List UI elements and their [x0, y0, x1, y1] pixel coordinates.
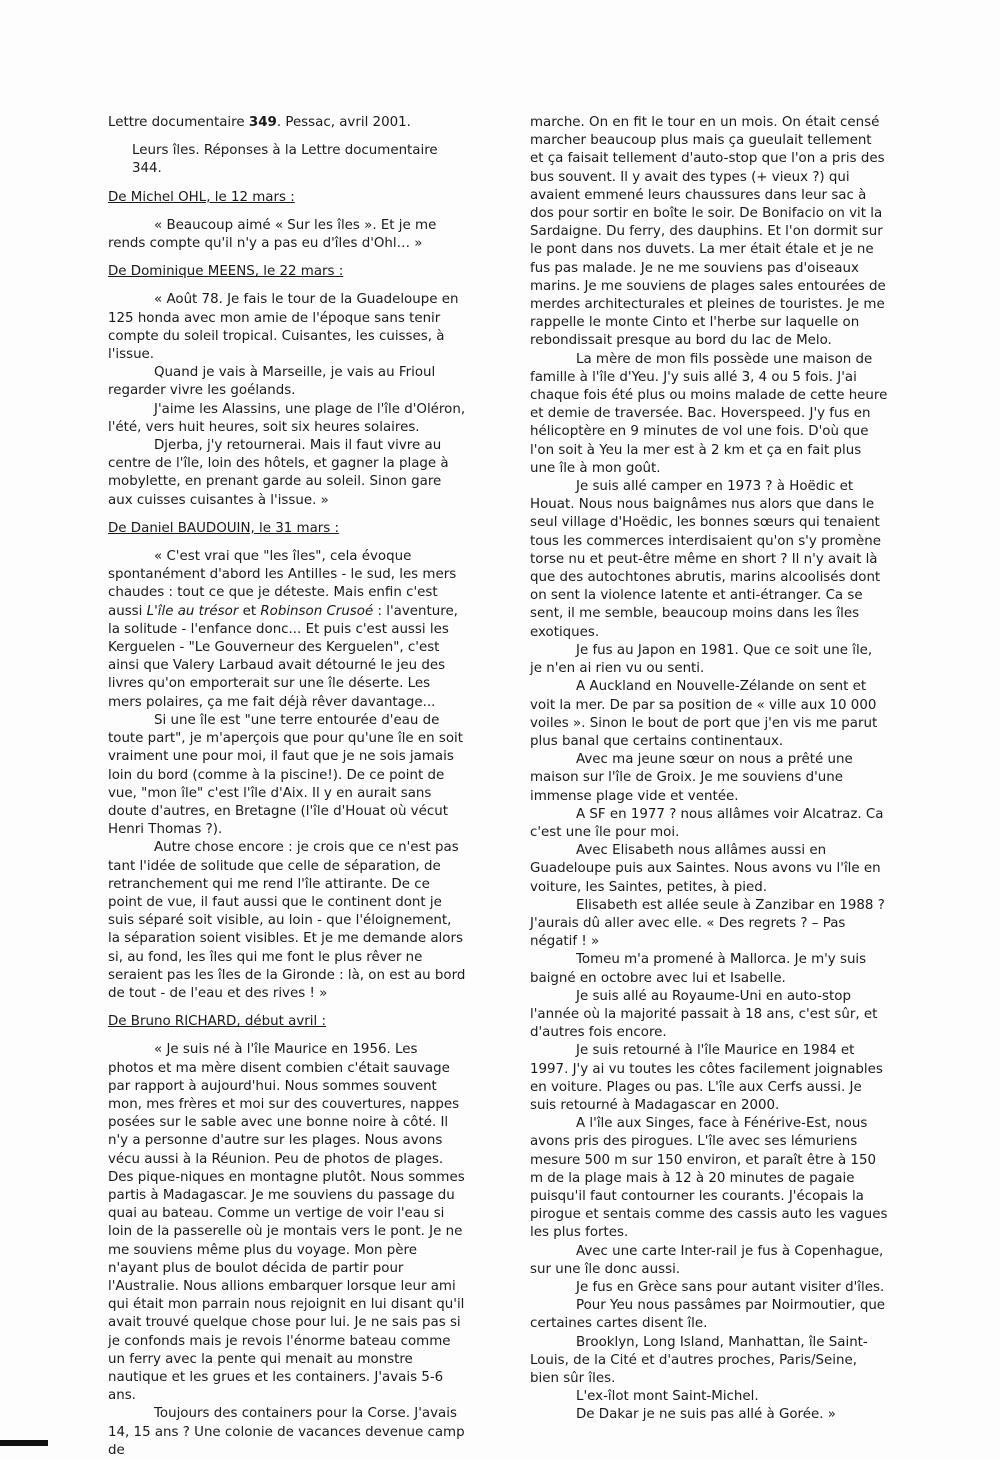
richard-paragraph: De Dakar je ne suis pas allé à Gorée. » [576, 1407, 836, 1423]
ohl-paragraph: « Beaucoup aimé « Sur les îles ». Et je me rends compte qu'il n'y a pas eu d'îles d'Ohl… » [108, 217, 437, 252]
baudouin-paragraph: Autre chose encore : je crois que ce n'est pas tant l'idée de solitude que celle de séparation, de retranchement qui me rend l'île attirante. De ce point de vue, il faut aussi que le continent dont je suis séparé soit visible, au loin - que l'éloignement, la séparation soient visibles. Et je me demande alors si, au fond, les îles qui me font le plus rêver ne seraient pas les îles de la Gironde : là, on est au bord de tout - de l'eau et des rives ! » [108, 840, 466, 1001]
letter-header: Lettre documentaire 349. Pessac, avril 2001. [108, 115, 411, 130]
left-column [108, 114, 466, 1460]
baudouin-paragraph: « C'est vrai que "les îles", cela évoque spontanément d'abord les Antilles - le sud, les mers chaudes : tout ce que je déteste. Mais enfin c'est aussi L'île au trésor et Robinson Crusoé : l'aventure, la solitude - l'enfance donc... Et puis c'est aussi les Kerguelen - "Le Gouverneur des Kerguelen", c'est ainsi que Valery Larbaud avait détourné le jeu des livres qu'on emporterait sur une île déserte. Les mers polaires, ça me fait déjà rêver davantage... [108, 549, 458, 710]
book-title: Robinson Crusoé [260, 603, 374, 619]
richard-paragraph: Toujours des containers pour la Corse. J'avais 14, 15 ans ? Une colonie de vacances devenue camp de [108, 1406, 465, 1458]
richard-paragraph: A SF en 1977 ? nous allâmes voir Alcatraz. Ca c'est une île pour moi. [530, 806, 884, 840]
richard-paragraph: A l'île aux Singes, face à Fénérive-Est, nous avons pris des pirogues. L'île avec ses lémuriens mesure 500 m sur 150 environ, et paraît être à 150 m de la plage mais à 12 à 20 minutes de pagaie puisqu'il faut contourner les courants. J'écopais la pirogue et sentais comme des cassis auto les vagues les plus fortes. [530, 1116, 888, 1241]
meens-paragraph: « Août 78. Je fais le tour de la Guadeloupe en 125 honda avec mon amie de l'époque sans tenir compte du soleil tropical. Cuisantes, les cuisses, à l'issue. [108, 292, 459, 363]
book-title: L'île au trésor [146, 603, 239, 619]
section-heading-baudouin: De Daniel BAUDOUIN, le 31 mars : [108, 520, 340, 536]
richard-paragraph: Pour Yeu nous passâmes par Noirmoutier, que certaines cartes disent île. [530, 1298, 886, 1332]
richard-paragraph: Brooklyn, Long Island, Manhattan, île Saint-Louis, de la Cité et d'autres proches, Paris/Seine, bien sûr îles. [530, 1334, 868, 1387]
richard-paragraph: Je suis allé camper en 1973 ? à Hoëdic et Houat. Nous nous baignâmes nus alors que dans le seul village d'Hoëdic, les bonnes sœurs qui tenaient tous les commerces interdisaient qu'on s'y promène torse nu et peut-être même en short ? Il n'y avait là que des autochtones abrutis, marins alcoolisés dont on sent la violence latente et anti-étranger. Ca se sent, il me semble, beaucoup moins dans les îles exotiques. [530, 479, 881, 640]
richard-paragraph: L'ex-îlot mont Saint-Michel. [576, 1389, 759, 1405]
richard-paragraph: marche. On en fit le tour en un mois. On était censé marcher beaucoup plus mais ça gueulait tellement et ça faisait tellement d'auto-stop que l'on a pris des bus souvent. Il y avait des types (+ vieux ?) qui avaient emmené leurs chaussures dans leur sac à dos pour sortir en boîte le soir. De Bonifacio on vit la Sardaigne. Du ferry, des dauphins. Et l'on dormit sur le pont dans nos duvets. La mer était étale et je ne fus pas malade. Je ne me souviens pas d'oiseaux marins. Je me souviens de plages sales entourées de merdes architecturales et pleines de touristes. Je me rappelle le monte Cinto et l'herbe sur laquelle on rebondissait presque au bord du lac de Melo. [530, 115, 886, 349]
richard-paragraph: La mère de mon fils possède une maison de famille à l'île d'Yeu. J'y suis allé 3, 4 ou 5 fois. J'ai chaque fois été plus ou moins malade de cette heure et demie de traversée. Bac. Hoverspeed. J'y fus en hélicoptère en 9 minutes de vol une fois. D'où que l'on soit à Yeu la mer est à 2 km et ça en fait plus une île à mon goût. [530, 351, 888, 476]
page-edge-mark [0, 1440, 48, 1446]
richard-paragraph: Je fus au Japon en 1981. Que ce soit une île, je n'en ai rien vu ou senti. [530, 642, 873, 677]
section-heading-richard: De Bruno RICHARD, début avril : [108, 1014, 326, 1030]
letter-number: 349 [248, 115, 277, 130]
richard-paragraph: Elisabeth est allée seule à Zanzibar en 1988 ? J'aurais dû aller avec elle. « Des regrets ? – Pas négatif ! » [530, 897, 885, 950]
richard-paragraph: A Auckland en Nouvelle-Zélande on sent et voit la mer. De par sa position de « ville aux 10 000 voiles ». Sinon le bout de port que j'en vis me parut plus banal que certains continentaux. [530, 679, 878, 749]
letter-subtitle: Leurs îles. Réponses à la Lettre documentaire 344. [132, 143, 438, 177]
section-heading-ohl: De Michel OHL, le 12 mars : [108, 189, 295, 205]
meens-paragraph: Quand je vais à Marseille, je vais au Frioul regarder vivre les goélands. [108, 365, 436, 399]
richard-paragraph: Je suis retourné à l'île Maurice en 1984 et 1997. J'y ai vu toutes les côtes facilement joignables en voiture. Plages ou pas. L'île aux Cerfs aussi. Je suis retourné à Madagascar en 2000. [530, 1043, 883, 1113]
meens-paragraph: Djerba, j'y retournerai. Mais il faut vivre au centre de l'île, loin des hôtels, et gagner la plage à mobylette, en prenant garde au soleil. Sinon gare aux cuisses cuisantes à l'issue. » [108, 438, 449, 508]
baudouin-paragraph: Si une île est "une terre entourée d'eau de toute part", je m'aperçois que pour qu'une île en soit vraiment une pour moi, il faut que je ne sois jamais loin du bord (comme à la piscine!). De ce point de vue, "mon île" c'est l'île d'Aix. Il y en aurait sans doute d'autres, en Bretagne (l'île d'Houat où vécut Henri Thomas ?). [108, 712, 464, 838]
richard-paragraph: Je suis allé au Royaume-Uni en auto-stop l'année où la majorité passait à 18 ans, c'est sûr, et d'autres fois encore. [530, 988, 878, 1041]
richard-paragraph: Avec ma jeune sœur on nous a prêté une maison sur l'île de Groix. Je me souviens d'une immense plage vide et ventée. [530, 752, 853, 804]
richard-paragraph: « Je suis né à l'île Maurice en 1956. Les photos et ma mère disent combien c'était sauvage par rapport à aujourd'hui. Nous sommes souvent mon, mes frères et moi sur des couvertures, nappes posées sur le sable avec une bonne noire à côté. Il n'y a personne d'autre sur les plages. Nous avons vécu aussi à la Réunion. Peu de photos de plages. Des pique-niques en montagne plutôt. Nous sommes partis à Madagascar. Je me souviens du passage du quai au bateau. Comme un vertige de voir l'eau si loin de la passerelle où je montais vers le pont. Je ne me souviens même plus du voyage. Mon père n'ayant plus de boulot décida de partir pour l'Australie. Nous allions embarquer lorsque leur ami qui était mon parrain nous rejoignit en lui disant qu'il avait trouvé quelque chose pour lui. Je ne sais pas si je confonds mais je revois l'énorme bateau comme un ferry avec la pente qui menait au monstre nautique et les grues et les containers. J'avais 5-6 ans. [108, 1042, 465, 1404]
right-column [530, 114, 888, 1425]
meens-paragraph: J'aime les Alassins, une plage de l'île d'Oléron, l'été, vers huit heures, soit six heures solaires. [108, 401, 466, 435]
richard-paragraph: Avec une carte Inter-rail je fus à Copenhague, sur une île donc aussi. [530, 1243, 884, 1277]
richard-paragraph: Avec Elisabeth nous allâmes aussi en Guadeloupe puis aux Saintes. Nous avons vu l'île en voiture, les Saintes, petites, à pied. [530, 843, 881, 895]
section-heading-meens: De Dominique MEENS, le 22 mars : [108, 264, 344, 280]
richard-paragraph: Je fus en Grèce sans pour autant visiter d'îles. [576, 1280, 885, 1295]
richard-paragraph: Tomeu m'a promené à Mallorca. Je m'y suis baigné en octobre avec lui et Isabelle. [530, 952, 867, 986]
